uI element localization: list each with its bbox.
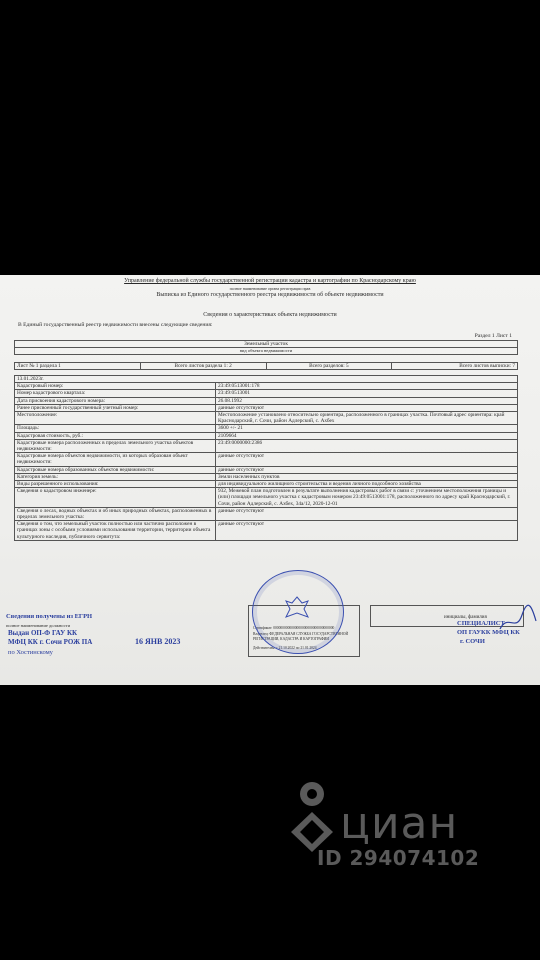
object-type-table [14,340,518,355]
table-row [15,390,518,397]
row-label: Кадастровые номера образованных объектов недвижимости: [15,466,216,473]
row-label: Сведения о лесах, водных объектах и об иных природных объектах, расположенных в пределах земельного участка: [15,507,216,520]
table-row [15,439,518,452]
bottom-black-area [0,685,540,960]
object-type-caption: вид объекта недвижимости [15,348,518,355]
watermark-id: ID 294074102 [317,846,480,870]
table-row [15,404,518,411]
row-label: Дата присвоения кадастрового номера: [15,397,216,404]
total-sections: Всего разделов: 5 [266,363,392,370]
table-row [15,488,518,508]
extract-date: 13.01.2023г. [15,376,518,383]
footer-left-line5: по Хостинскому [8,649,53,656]
row-label: Кадастровые номера расположенных в пределах земельного участка объектов недвижимости: [15,439,216,452]
row-value: данные отсутствуют [216,453,518,466]
table-row [15,466,518,473]
row-value: Местоположение установлено относительно ориентира, расположенного в границах участка. Почтовый адрес ориентира: край Краснодарский, г. Сочи, район Адлерский, с. Ахбех [216,412,518,425]
row-label: Виды разрешенного использования: [15,481,216,488]
row-label: Площадь: [15,425,216,432]
header-line1: Управление федеральной службы государственной регистрации кадастра и картографии по Краснодарскому краю [124,278,416,284]
footer-right-stamp3: г. СОЧИ [460,638,485,645]
object-type: Земельный участок [15,341,518,348]
table-row [15,481,518,488]
table-row [15,432,518,439]
signature-validity: Действителен: с 21.10.2022 по 21.01.2024 [253,646,317,650]
footer-left-line1: Сведения получены из ЕГРН [6,613,93,620]
footer-right-stamp2: ОП ГАУКК МФЦ КК [457,629,520,636]
eagle-emblem-icon [282,593,312,623]
footer-right-caption: инициалы, фамилия [444,615,487,620]
main-info-table [14,375,518,541]
signature-certificate: Сертификат: 0000000000000000000000000000000000 [253,626,335,630]
footer-right-stamp1: СПЕЦИАЛИСТ [457,620,505,627]
row-value: данные отсутствуют [216,521,518,541]
row-label: Кадастровая стоимость, руб.: [15,432,216,439]
sheet-info-table [14,362,518,370]
table-row [15,473,518,480]
header-line3: Выписка из Единого государственного реестра недвижимости об объекте недвижимости [156,292,384,298]
row-label: Ранее присвоенный государственный учетный номер: [15,404,216,411]
table-row [15,397,518,404]
row-value: 26.08.1992 [216,397,518,404]
row-value: данные отсутствуют [216,466,518,473]
row-label: Местоположение: [15,412,216,425]
row-value: 3600 +/- 21 [216,425,518,432]
row-value: данные отсутствуют [216,507,518,520]
row-label: Сведения о том, что земельный участок полностью или частично расположен в границах зоны с особыми условиями использования территории, территории объекта культурного наследия, публичного сервитута: [15,521,216,541]
intro-text: В Единый государственный реестр недвижимости внесены следующие сведения: [18,322,213,328]
row-value: 2109664 [216,432,518,439]
row-value: 932, Межевой план подготовлен в результате выполнения кадастровых работ в связи с: уточнением местоположения границы и (или) площади земельного участка с кадастровым номером 23:49:0513001:178, расположенного по адресу край Краснодарский, г. Сочи, район Адлерский, с. Ахбех, 34а/12, 2020-12-01 [216,488,518,508]
document-sheet [0,275,540,685]
row-value: данные отсутствуют [216,404,518,411]
footer-left-line3: Выдан ОП-Ф ГАУ КК [8,629,78,637]
row-label: Номер кадастрового квартала: [15,390,216,397]
top-black-area [0,0,540,275]
table-row [15,412,518,425]
signature-owner: Владелец: ФЕДЕРАЛЬНАЯ СЛУЖБА ГОСУДАРСТВЕННОЙ РЕГИСТРАЦИИ, КАДАСТРА И КАРТОГРАФИИ [253,632,349,641]
row-label: Кадастровый номер: [15,383,216,390]
watermark-logo: циан [340,798,459,849]
table-row [15,521,518,541]
table-row [15,507,518,520]
table-row [15,383,518,390]
sheet-number: Лист № 1 раздела 1 [15,363,141,370]
table-row [15,425,518,432]
header-line4: Сведения о характеристиках объекта недвижимости [203,312,337,318]
footer-left-line4: МФЦ КК г. Сочи РОЖ ПА [8,638,93,646]
table-row [15,453,518,466]
footer-date-stamp: 16 ЯНВ 2023 [135,637,181,646]
row-value: 23:49:0513001 [216,390,518,397]
row-label: Сведения о кадастровом инженере: [15,488,216,508]
row-label: Кадастровые номера объектов недвижимости, из которых образован объект недвижимости: [15,453,216,466]
row-label: Категория земель: [15,473,216,480]
footer-left-line2: полное наименование должности [6,623,70,628]
row-value: Земли населенных пунктов [216,473,518,480]
header-line2: полное наименование органа регистрации прав [229,286,311,291]
total-sheets: Всего листов раздела 1: 2 [140,363,266,370]
handwritten-signature-icon [498,603,538,633]
section-sheet: Раздел 1 Лист 1 [474,333,512,339]
row-value: 23:49:0000000:2386 [216,439,518,452]
total-pages: Всего листов выписки: 7 [392,363,518,370]
row-value: 23:49:0513001:178 [216,383,518,390]
row-value: для индивидуального жилищного строительства и ведения личного подсобного хозяйства [216,481,518,488]
